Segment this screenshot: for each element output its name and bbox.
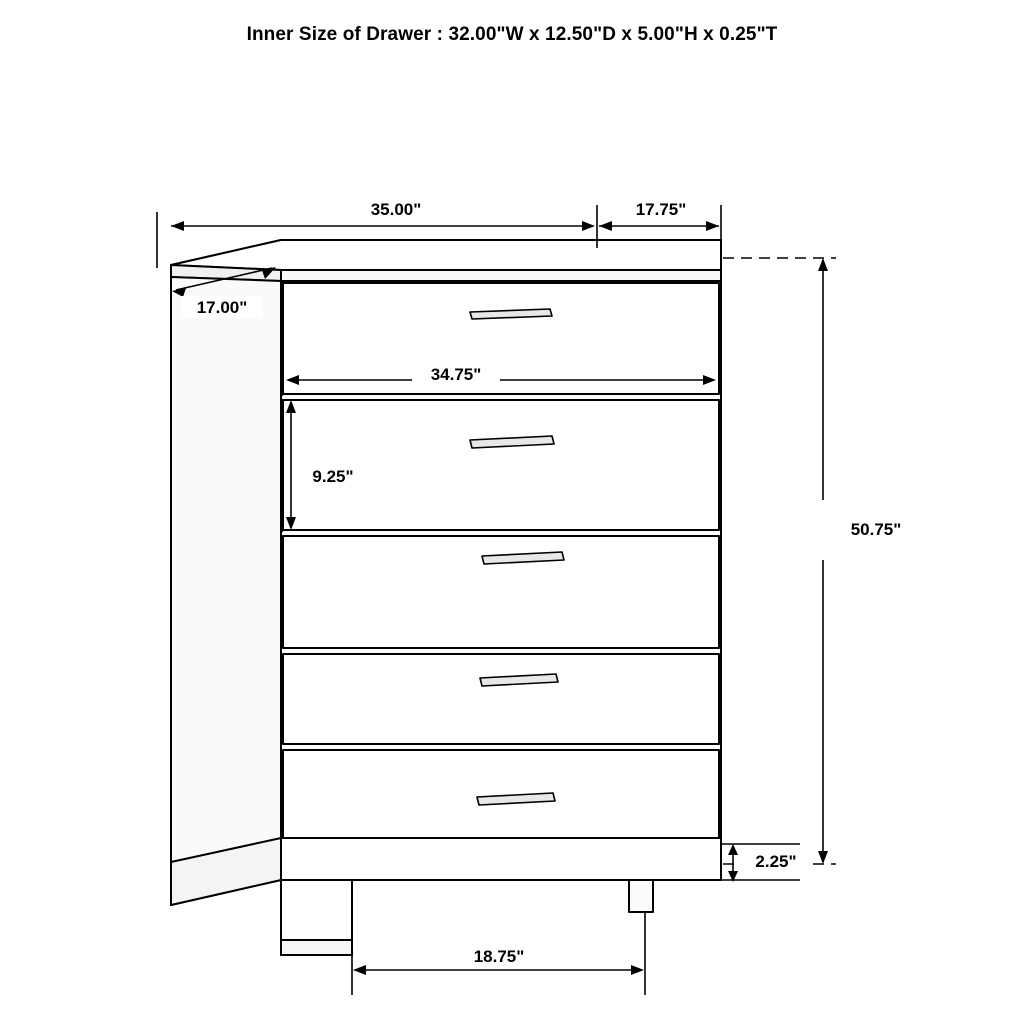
label-drawer-height: 9.25" — [312, 467, 354, 486]
arrow-top-5075 — [818, 258, 828, 271]
label-side-depth: 17.00" — [196, 298, 248, 317]
arrow-bottom-5075 — [818, 851, 828, 864]
chest-base-bottom — [281, 940, 352, 955]
arrow-left-1875 — [353, 965, 366, 975]
arrow-left-1775 — [599, 221, 612, 231]
label-total-height: 50.75" — [850, 520, 902, 539]
drawer-side-reveal-2 — [281, 400, 283, 532]
arrow-right-1775 — [706, 221, 719, 231]
arrow-right-35 — [582, 221, 595, 231]
drawer-front-3 — [283, 536, 719, 648]
chest-top-edge — [171, 240, 721, 270]
arrow-top-225 — [728, 844, 738, 855]
label-top-front-width: 35.00" — [370, 200, 422, 219]
label-leg-span: 18.75" — [473, 947, 525, 966]
label-drawer-front-width: 34.75" — [430, 365, 482, 384]
drawer-front-4 — [283, 654, 719, 744]
label-base-clearance: 2.25" — [755, 852, 797, 871]
chest-side-panel — [171, 277, 281, 905]
chest-top-lip-front — [281, 270, 721, 281]
chest-base-rail-front — [281, 838, 721, 880]
drawer-side-reveal-1 — [281, 283, 283, 396]
label-top-side-width: 17.75" — [635, 200, 687, 219]
chest-leg-right-front — [629, 880, 653, 912]
arrow-right-1875 — [631, 965, 644, 975]
drawer-front-1 — [283, 283, 719, 394]
chest-illustration — [171, 240, 721, 955]
arrow-left-35 — [171, 221, 184, 231]
page-title: Inner Size of Drawer : 32.00"W x 12.50"D x 5.00"H x 0.25"T — [246, 24, 778, 45]
drawer-front-5 — [283, 750, 719, 838]
